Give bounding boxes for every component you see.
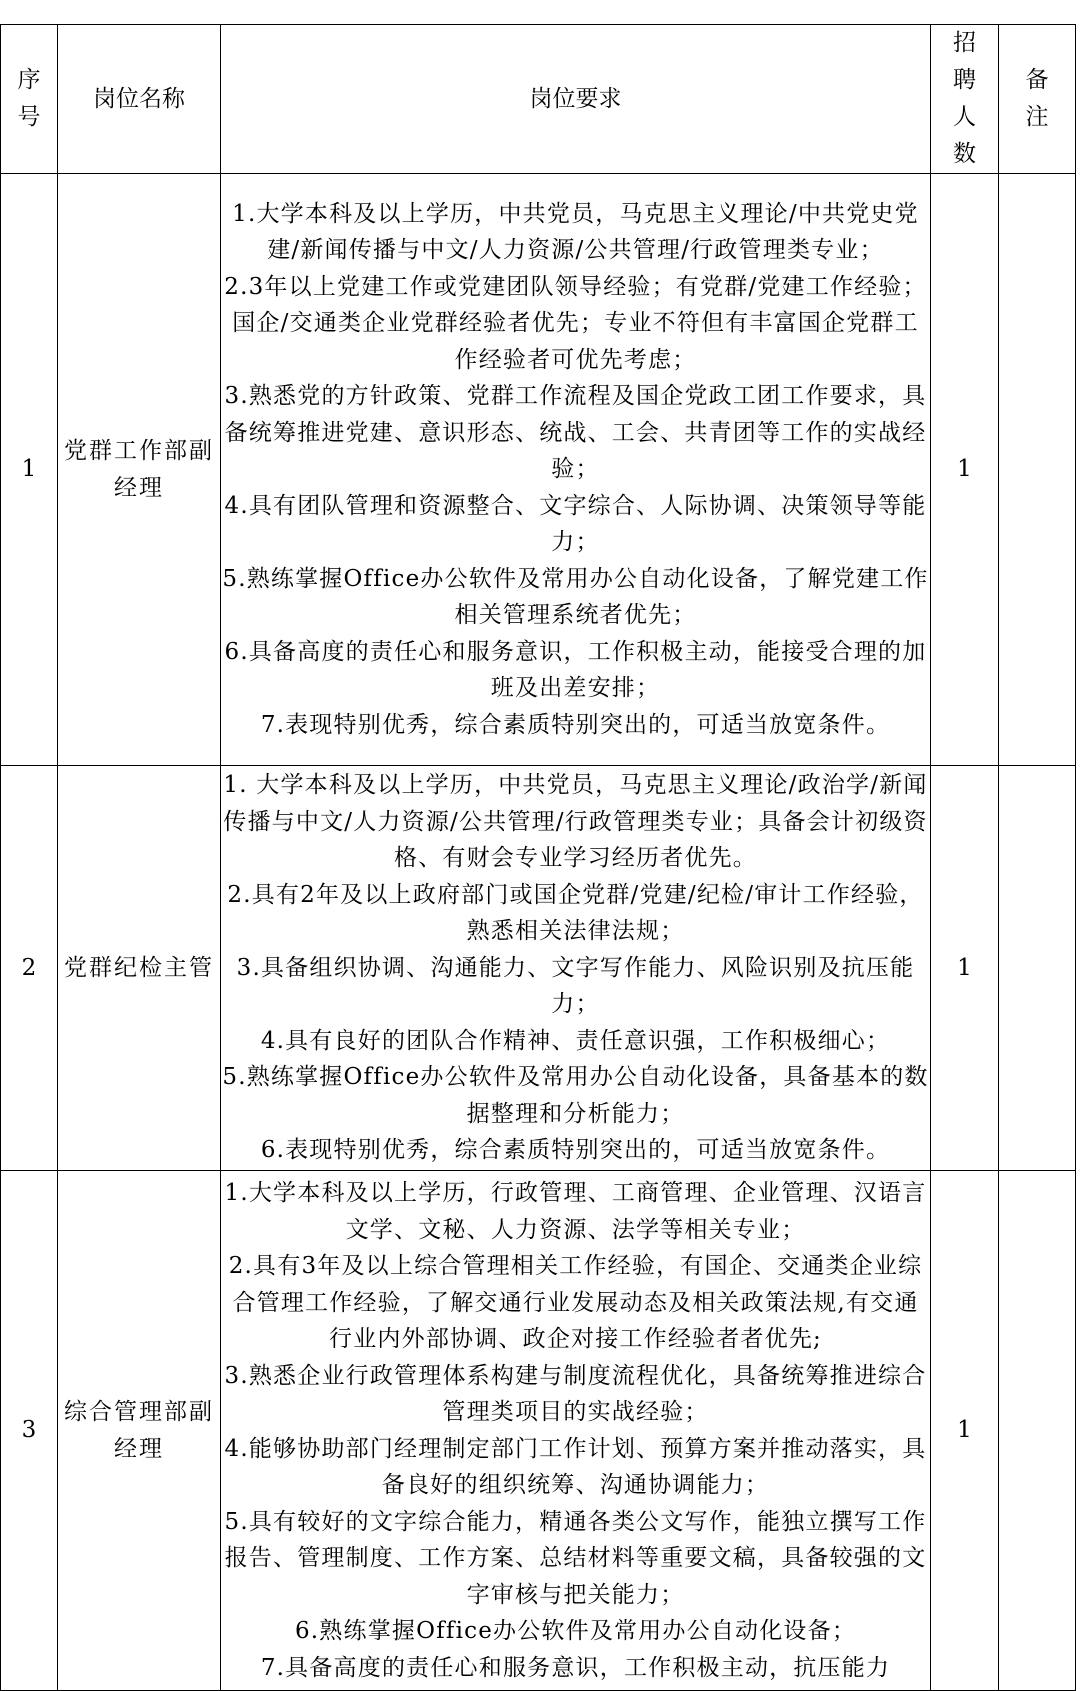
requirement-item: 5.熟练掌握Office办公软件及常用办公自动化设备，了解党建工作相关管理系统者优先； [222, 565, 929, 629]
requirement-item: 5.具有较好的文字综合能力，精通各类公文写作，能独立撰写工作报告、管理制度、工作方案、总结材料等重要文稿，具备较强的文字审核与把关能力； [224, 1508, 927, 1608]
requirement-item: 7.表现特别优秀，综合素质特别突出的，可适当放宽条件。 [260, 711, 891, 738]
requirement-item: 6.表现特别优秀，综合素质特别突出的，可适当放宽条件。 [260, 1137, 891, 1164]
cell-count: 1 [931, 174, 999, 766]
requirement-item: 2.具有3年及以上综合管理相关工作经验，有国企、交通类企业综合管理工作经验，了解交通行业发展动态及相关政策法规,有交通行业内外部协调、政企对接工作经验者者优先; [228, 1253, 923, 1352]
cell-requirements [221, 174, 931, 766]
cell-note [999, 766, 1076, 1171]
table-row [1, 1171, 1076, 1691]
cell-note [999, 174, 1076, 766]
header-no: 序号 [1, 25, 58, 174]
recruitment-table [0, 24, 1076, 1691]
requirement-item: 2.具有2年及以上政府部门或国企党群/党建/纪检/审计工作经验，熟悉相关法律法规； [227, 881, 924, 945]
header-count: 招聘人数 [931, 25, 999, 174]
requirement-item: 2.3年以上党建工作或党建团队领导经验；有党群/党建工作经验；国企/交通类企业党群经验者优先；专业不符但有丰富国企党群工作经验者可优先考虑； [224, 273, 927, 373]
requirement-item: 4.具有团队管理和资源整合、文字综合、人际协调、决策领导等能力； [224, 492, 927, 556]
requirement-item: 4.具有良好的团队合作精神、责任意识强，工作积极细心； [260, 1027, 891, 1054]
requirement-item: 1. 大学本科及以上学历，中共党员，马克思主义理论/政治学/新闻传播与中文/人力资源/公共管理/行政管理类专业；具备会计初级资格、有财会专业学习经历者优先。 [223, 772, 928, 872]
cell-requirements [221, 1171, 931, 1691]
requirement-item: 3.具备组织协调、沟通能力、文字写作能力、风险识别及抗压能力； [236, 954, 915, 1018]
requirement-item: 5.熟练掌握Office办公软件及常用办公自动化设备，具备基本的数据整理和分析能力； [222, 1064, 929, 1127]
requirement-item: 6.具备高度的责任心和服务意识，工作积极主动，能接受合理的加班及出差安排； [224, 638, 927, 702]
cell-no: 1 [1, 174, 58, 766]
requirement-item: 3.熟悉党的方针政策、党群工作流程及国企党政工团工作要求，具备统筹推进党建、意识形态、统战、工会、共青团等工作的实战经验； [224, 383, 927, 483]
cell-requirements [221, 766, 931, 1171]
header-row [1, 25, 1076, 174]
cell-count: 1 [931, 1171, 999, 1691]
requirement-item: 7.具备高度的责任心和服务意识，工作积极主动，抗压能力 [260, 1654, 891, 1681]
cell-note [999, 1171, 1076, 1691]
cell-position-name: 综合管理部副经理 [58, 1171, 221, 1691]
cell-position-name: 党群工作部副经理 [58, 174, 221, 766]
table-row [1, 766, 1076, 1171]
table-row [1, 174, 1076, 766]
cell-no: 3 [1, 1171, 58, 1691]
header-note: 备注 [999, 25, 1076, 174]
requirement-item: 6.熟练掌握Office办公软件及常用办公自动化设备； [294, 1618, 857, 1644]
requirement-item: 1.大学本科及以上学历，中共党员，马克思主义理论/中共党史党建/新闻传播与中文/人力资源/公共管理/行政管理类专业； [232, 200, 919, 264]
header-requirements: 岗位要求 [221, 25, 931, 174]
requirement-item: 4.能够协助部门经理制定部门工作计划、预算方案并推动落实，具备良好的组织统筹、沟通协调能力； [224, 1435, 927, 1498]
cell-no: 2 [1, 766, 58, 1171]
cell-count: 1 [931, 766, 999, 1171]
header-name: 岗位名称 [58, 25, 221, 174]
requirement-item: 3.熟悉企业行政管理体系构建与制度流程优化，具备统筹推进综合管理类项目的实战经验； [224, 1362, 927, 1425]
cell-position-name: 党群纪检主管 [58, 766, 221, 1171]
requirement-item: 1.大学本科及以上学历，行政管理、工商管理、企业管理、汉语言文学、文秘、人力资源、法学等相关专业； [224, 1180, 927, 1243]
